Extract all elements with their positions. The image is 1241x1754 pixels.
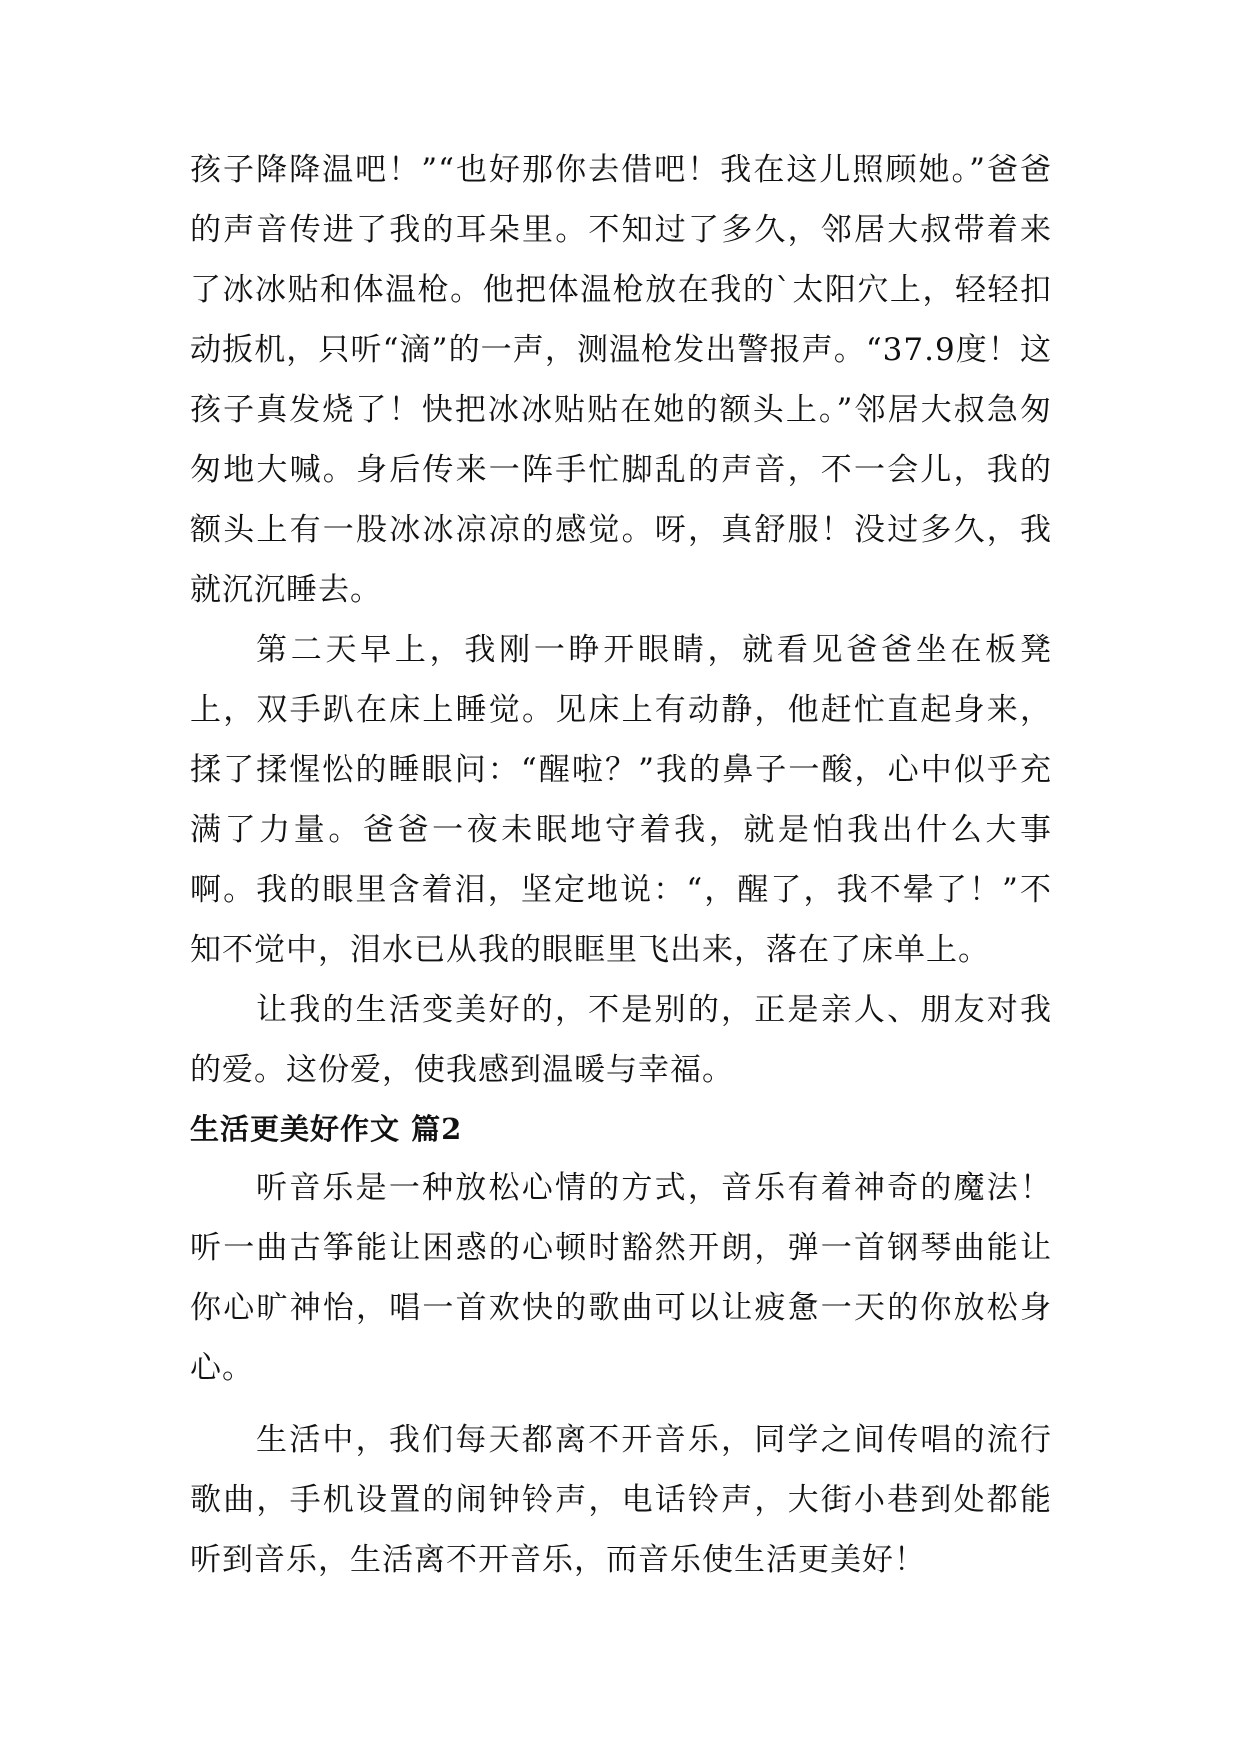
section-paragraph-1: 听音乐是一种放松心情的方式，音乐有着神奇的魔法！听一曲古筝能让困惑的心顿时豁然开朗，弹一首钢琴曲能让你心旷神怡，唱一首欢快的歌曲可以让疲惫一天的你放松身心。 bbox=[190, 1170, 1052, 1386]
document-page bbox=[190, 140, 1052, 1590]
paragraph-3: 让我的生活变美好的，不是别的，正是亲人、朋友对我的爱。这份爱，使我感到温暖与幸福。 bbox=[190, 992, 1052, 1088]
section-title: 生活更美好作文 篇2 bbox=[190, 1112, 463, 1146]
section-paragraph-2: 生活中，我们每天都离不开音乐，同学之间传唱的流行歌曲，手机设置的闹钟铃声，电话铃声，大街小巷到处都能听到音乐，生活离不开音乐，而音乐使生活更美好！ bbox=[190, 1422, 1052, 1578]
paragraph-1: 孩子降降温吧！”“也好那你去借吧！我在这儿照顾她。”爸爸的声音传进了我的耳朵里。不知过了多久，邻居大叔带着来了冰冰贴和体温枪。他把体温枪放在我的`太阳穴上，轻轻扣动扳机，只听“滴”的一声，测温枪发出警报声。“37.9度！这孩子真发烧了！快把冰冰贴贴在她的额头上。”邻居大叔急匆匆地大喊。身后传来一阵手忙脚乱的声音，不一会儿，我的额头上有一股冰冰凉凉的感觉。呀，真舒服！没过多久，我就沉沉睡去。 bbox=[190, 152, 1052, 608]
paragraph-2: 第二天早上，我刚一睁开眼睛，就看见爸爸坐在板凳上，双手趴在床上睡觉。见床上有动静，他赶忙直起身来，揉了揉惺忪的睡眼问：“醒啦？”我的鼻子一酸，心中似乎充满了力量。爸爸一夜未眠地守着我，就是怕我出什么大事啊。我的眼里含着泪，坚定地说：“，醒了，我不晕了！”不知不觉中，泪水已从我的眼眶里飞出来，落在了床单上。 bbox=[190, 632, 1052, 968]
